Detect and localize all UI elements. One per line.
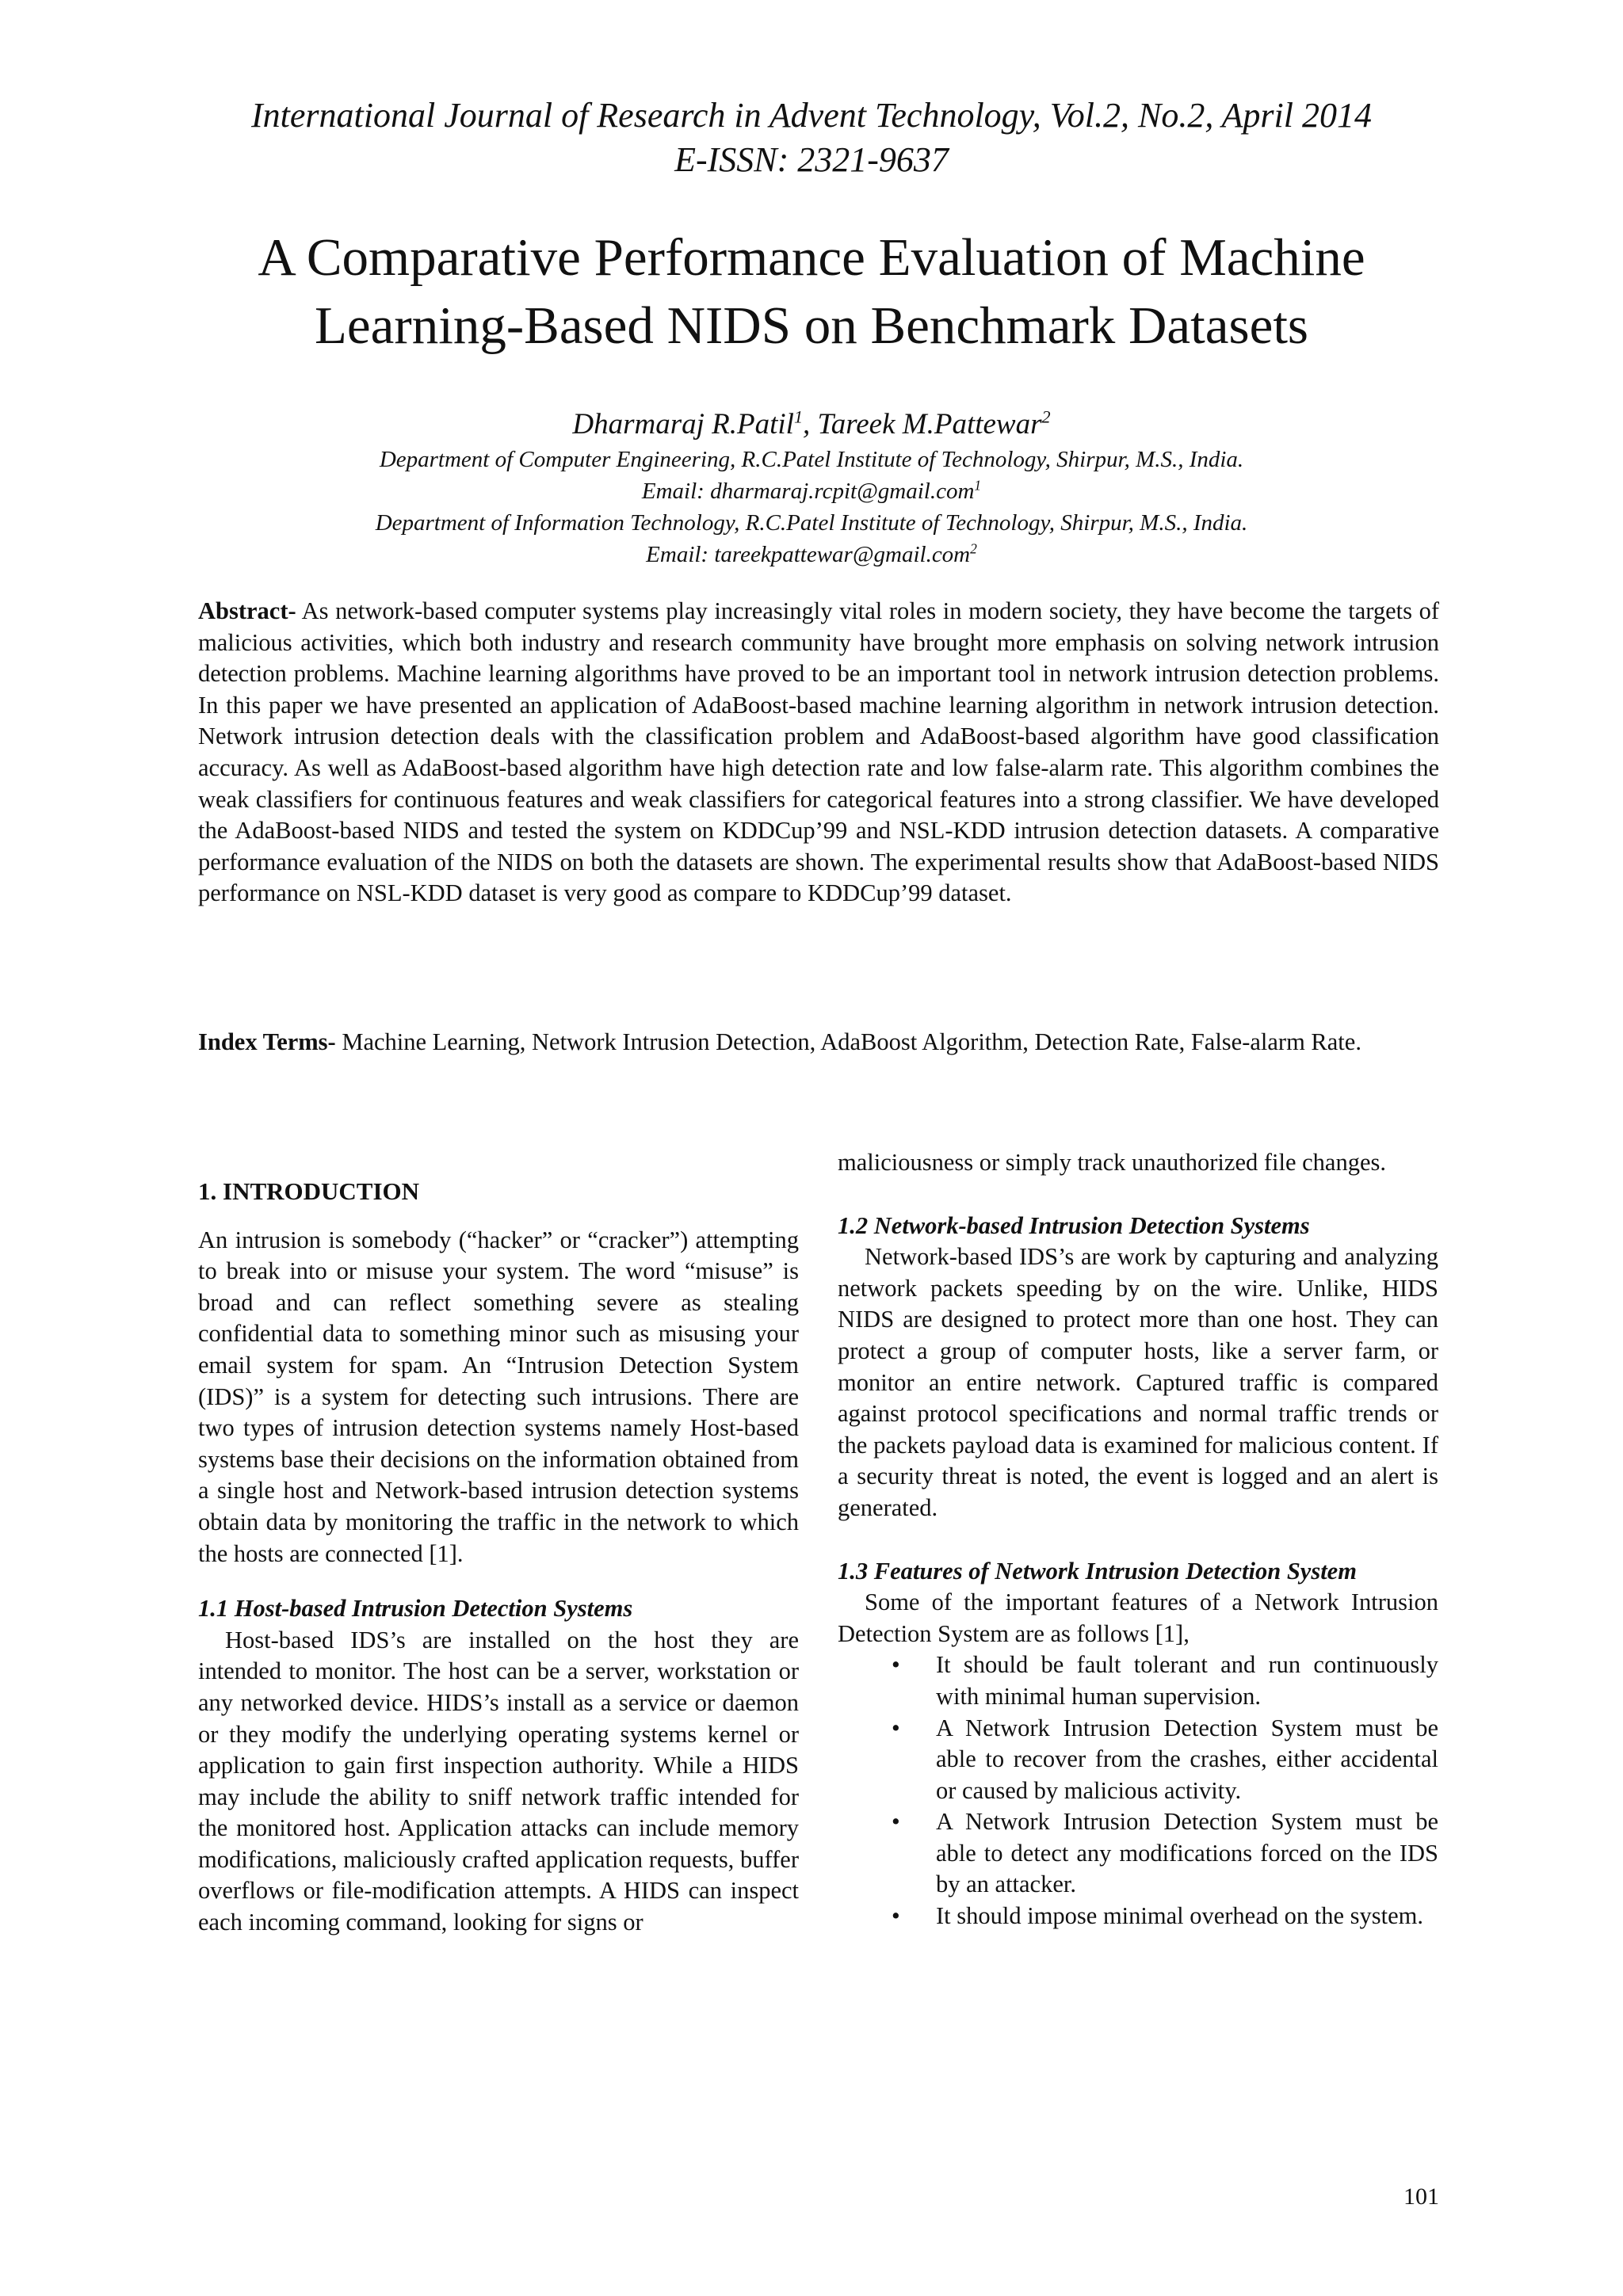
author-block — [0, 406, 1623, 570]
abstract-text: As network-based computer systems play increasingly vital roles in modern society, they have become the targets of malicious activities, which both industry and research community have brought more emphasis on solving network intrusion detection problems. Machine learning algorithms have proved to be an important tool in network intrusion detection problems. In this paper we have presented an application of AdaBoost-based machine learning algorithm in network intrusion detection. Network intrusion detection deals with the classification problem and AdaBoost-based algorithm have good classification accuracy. As well as AdaBoost-based algorithm have high detection rate and low false-alarm rate. This algorithm combines the weak classifiers for continuous features and weak classifiers for categorical features into a strong classifier. We have developed the AdaBoost-based NIDS and tested the system on KDDCup’99 and NSL-KDD intrusion detection datasets. A comparative performance evaluation of the NIDS on both the datasets are shown. The experimental results show that AdaBoost-based NIDS performance on NSL-KDD dataset is very good as compare to KDDCup’99 dataset. — [198, 597, 1439, 907]
bullet-icon: • — [892, 1714, 900, 1741]
abstract-label: Abstract- — [198, 597, 296, 624]
right-column — [838, 1147, 1438, 1932]
continuation-paragraph: maliciousness or simply track unauthorized file changes. — [838, 1149, 1386, 1176]
intro-paragraph: An intrusion is somebody (“hacker” or “cracker”) attempting to break into or misuse your system. The word “misuse” is broad and can reflect something severe as stealing confidential data to something minor such as misusing your email system for spam. An “Intrusion Detection System (IDS)” is a system for detecting such intrusions. There are two types of intrusion detection systems namely Host-based systems base their decisions on the information obtained from a single host and Network-based intrusion detection systems obtain data by monitoring the traffic in the network to which the hosts are connected [1]. — [198, 1226, 799, 1567]
title-line-1: A Comparative Performance Evaluation of Machine — [258, 228, 1365, 287]
page-number: 101 — [1403, 2183, 1439, 2210]
subsection-heading-features: 1.3 Features of Network Intrusion Detection System — [838, 1557, 1357, 1585]
list-item — [838, 1713, 1438, 1807]
list-item — [838, 1901, 1438, 1932]
affiliation-2: Department of Information Technology, R.C.Patel Institute of Technology, Shirpur, M.S., India. — [375, 510, 1248, 536]
email-2-line — [0, 539, 1623, 570]
feature-text: It should be fault tolerant and run continuously with minimal human supervision. — [936, 1651, 1438, 1710]
title-line-2: Learning-Based NIDS on Benchmark Datasets — [314, 296, 1309, 355]
email-1-line — [0, 475, 1623, 507]
journal-header — [0, 93, 1623, 182]
issn-line: E-ISSN: 2321-9637 — [674, 140, 949, 179]
journal-line: International Journal of Research in Advent Technology, Vol.2, No.2, April 2014 — [250, 96, 1372, 135]
author-2-sup: 2 — [1041, 406, 1051, 427]
list-item — [838, 1650, 1438, 1712]
index-terms — [198, 1027, 1439, 1058]
host-based-paragraph: Host-based IDS’s are installed on the host they are intended to monitor. The host can be a server, workstation or any networked device. HIDS’s install as a service or daemon or they modify the underlying operating systems kernel or application to gain first inspection authority. While a HIDS may include the ability to sniff network traffic intended for the monitored host. Application attacks can include memory modifications, maliciously crafted application requests, buffer overflows or file-modification attempts. A HIDS can inspect each incoming command, looking for signs or — [198, 1626, 799, 1936]
author-line — [0, 406, 1623, 444]
feature-text: A Network Intrusion Detection System must be able to recover from the crashes, either accidental or caused by malicious activity. — [936, 1714, 1438, 1804]
affiliation-1: Department of Computer Engineering, R.C.Patel Institute of Technology, Shirpur, M.S., India. — [379, 447, 1244, 472]
index-terms-text: Machine Learning, Network Intrusion Detection, AdaBoost Algorithm, Detection Rate, False-alarm Rate. — [335, 1028, 1361, 1055]
author-separator: , — [803, 408, 818, 441]
author-1: Dharmaraj R.Patil — [572, 408, 794, 441]
bullet-icon: • — [892, 1651, 900, 1679]
features-list — [838, 1650, 1438, 1932]
left-column — [198, 1176, 799, 1939]
section-heading-introduction: 1. INTRODUCTION — [198, 1177, 420, 1205]
author-2: Tareek M.Pattewar — [817, 408, 1042, 441]
feature-text: A Network Intrusion Detection System must be able to detect any modifications forced on the IDS by an attacker. — [936, 1808, 1438, 1898]
email-1-sup: 1 — [974, 477, 982, 494]
paper-title — [0, 223, 1623, 360]
index-terms-label: Index Terms- — [198, 1028, 336, 1055]
email-2[interactable]: Email: tareekpattewar@gmail.com — [646, 542, 971, 567]
bullet-icon: • — [892, 1902, 900, 1930]
bullet-icon: • — [892, 1808, 900, 1836]
subsection-heading-network-based: 1.2 Network-based Intrusion Detection Systems — [838, 1211, 1310, 1239]
author-1-sup: 1 — [793, 406, 804, 427]
features-intro: Some of the important features of a Network Intrusion Detection System are as follows [1], — [838, 1589, 1438, 1647]
network-based-paragraph: Network-based IDS’s are work by capturing and analyzing network packets speeding by on the wire. Unlike, HIDS NIDS are designed to protect more than one host. They can protect a group of computer hosts, like a server farm, or monitor an entire network. Captured traffic is compared against protocol specifications and normal traffic trends or the packets payload data is examined for malicious content. If a security threat is noted, the event is logged and an alert is generated. — [838, 1243, 1438, 1521]
abstract — [198, 596, 1439, 910]
feature-text: It should impose minimal overhead on the system. — [936, 1902, 1423, 1930]
email-2-sup: 2 — [970, 540, 977, 557]
email-1[interactable]: Email: dharmaraj.rcpit@gmail.com — [641, 479, 975, 504]
list-item — [838, 1806, 1438, 1901]
subsection-heading-host-based: 1.1 Host-based Intrusion Detection Systems — [198, 1595, 633, 1623]
